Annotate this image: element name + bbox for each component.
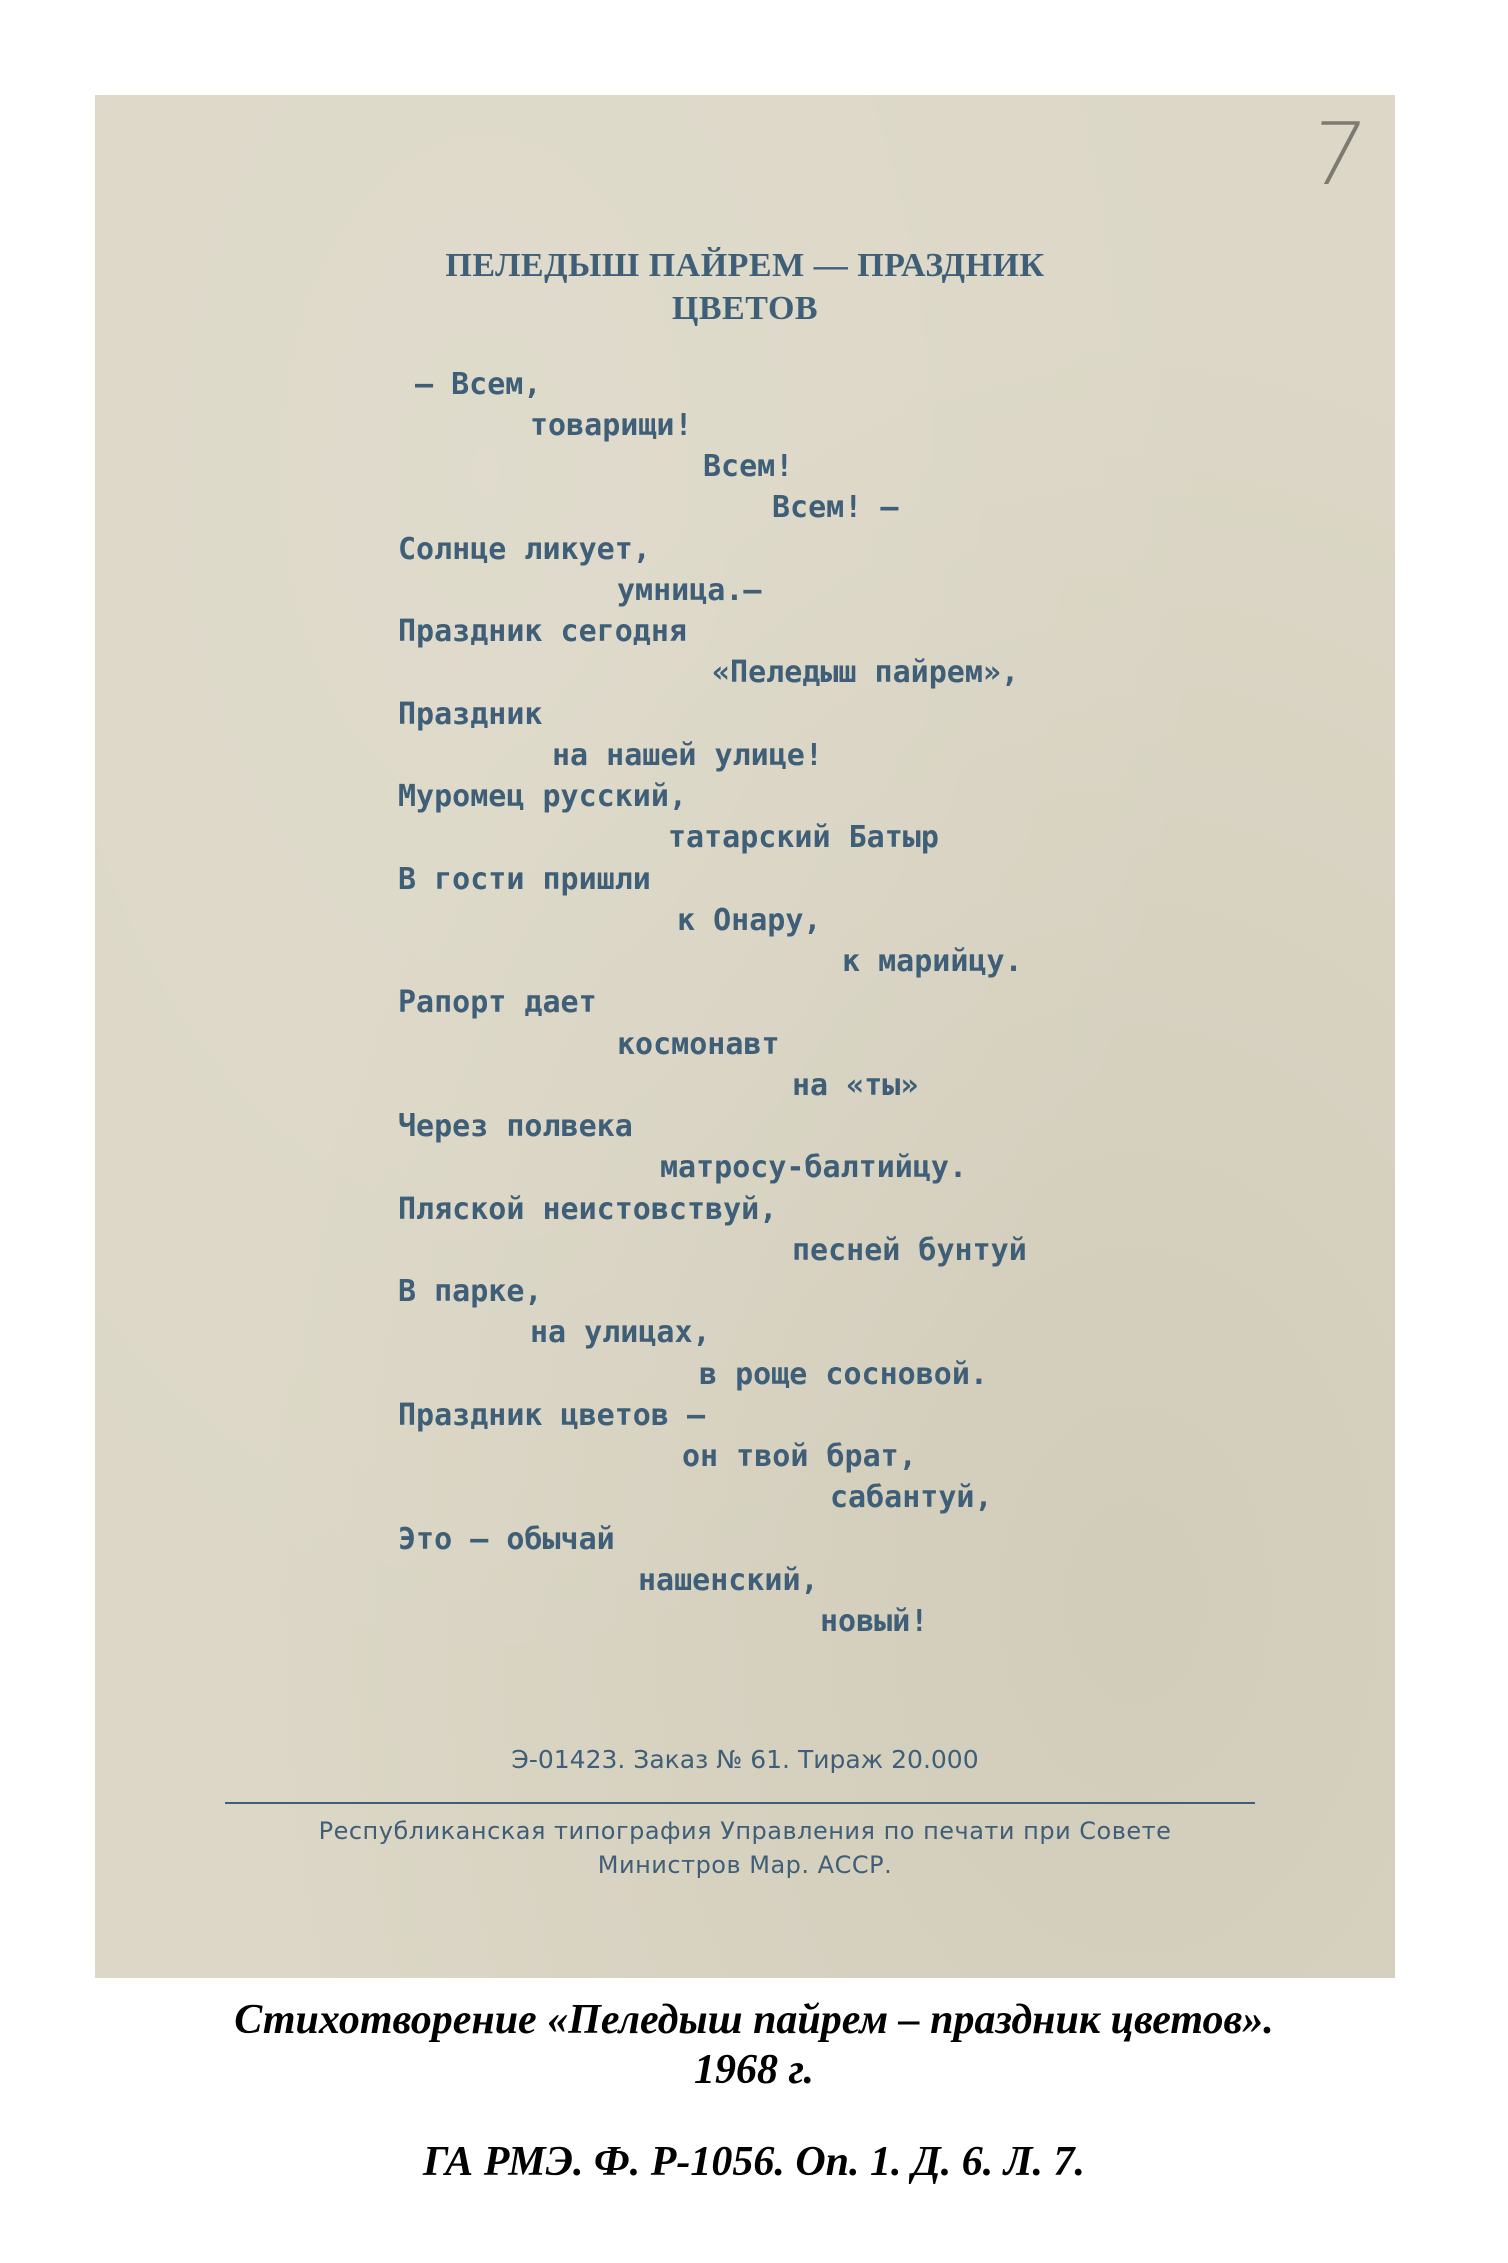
poem-line: Муромец русский, [398,779,687,814]
poem-line: матросу-балтийцу. [660,1150,968,1185]
poem-line: Праздник сегодня [398,614,687,649]
poem-title-line-1: ПЕЛЕДЫШ ПАЙРЕМ — ПРАЗДНИК [445,247,1045,284]
poem-line: Через полвека [398,1109,633,1144]
poem-line: В гости пришли [398,862,651,897]
poem-line: В парке, [398,1274,543,1309]
poem-line: Пляской неистовствуй, [398,1192,778,1227]
poem-line: Рапорт дает [398,985,597,1020]
archive-sheet-number: 7 [1302,105,1372,205]
caption-year: 1968 г. [694,2047,814,2093]
poem-line: новый! [820,1604,929,1639]
publisher-line-2: Министров Мар. АССР. [597,1851,893,1879]
poem-line: Праздник цветов — [398,1398,706,1433]
scanned-sheet [95,95,1395,1978]
poem-line: Это — обычай [398,1522,615,1557]
poem-line: на нашей улице! [552,738,823,773]
poem-line: космонавт [617,1027,780,1062]
poem-line: сабантуй, [830,1480,993,1515]
print-imprint: Э-01423. Заказ № 61. Тираж 20.000 [511,1745,979,1774]
poem-line: Праздник [398,697,543,732]
publisher-line-1: Республиканская типография Управления по печати при Совете [318,1817,1172,1845]
divider-rule [225,1802,1255,1804]
poem-title-line-2: ЦВЕТОВ [671,290,819,327]
poem-line: к марийцу. [842,944,1023,979]
poem-line: в роще сосновой. [699,1357,988,1392]
caption-archive-reference: ГА РМЭ. Ф. Р-1056. Оп. 1. Д. 6. Л. 7. [422,2139,1086,2185]
poem-line: на «ты» [792,1068,919,1103]
poem-line: татарский Батыр [668,820,939,855]
poem-line: Всем! — [772,490,899,525]
poem-line: Солнце ликует, [398,532,651,567]
poem-line: он твой брат, [682,1439,917,1474]
poem-line: на улицах, [530,1315,711,1350]
poem-line: «Пеледыш пайрем», [712,655,1020,690]
poem-line: умница.— [617,573,762,608]
poem-line: — Всем, [415,367,542,402]
poem-line: песней бунтуй [792,1233,1027,1268]
poem-line: товарищи! [530,408,693,443]
poem-line: к Онару, [677,903,822,938]
caption-title: Стихотворение «Пеледыш пайрем – праздник цветов». [234,1997,1274,2043]
poem-line: нашенский, [638,1563,819,1598]
poem-line: Всем! [703,449,794,484]
